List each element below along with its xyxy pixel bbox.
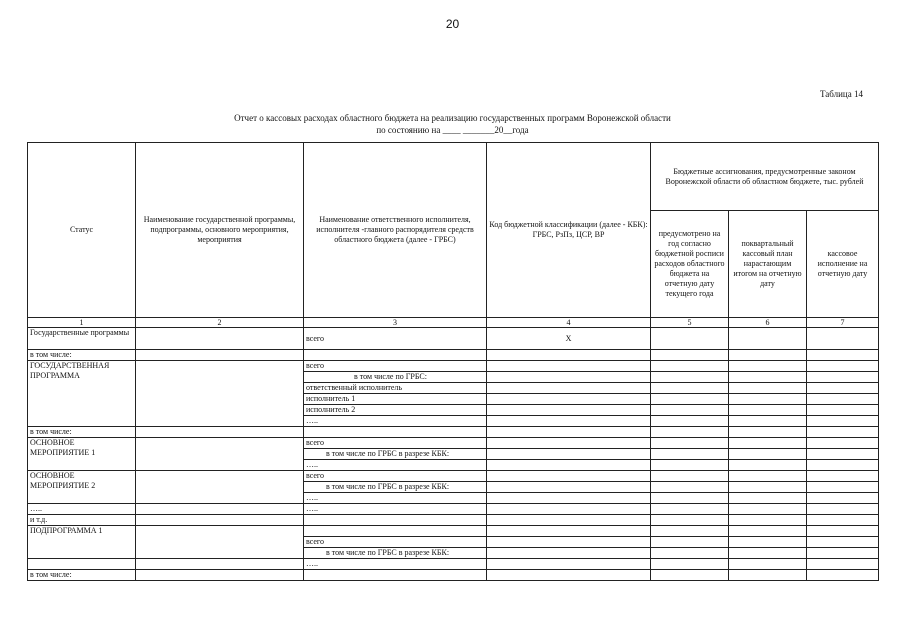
empty-cell: [807, 328, 879, 350]
empty-cell: [136, 361, 304, 427]
report-table: [27, 142, 879, 581]
table-row: [28, 350, 879, 361]
status-cell: …..: [28, 504, 136, 515]
col-number: 3: [304, 318, 487, 328]
executor-cell: …..: [304, 559, 487, 570]
header-executor: Наименование ответственного исполнителя, исполнителя -главного распорядителя средств областного бюджета (далее - ГРБС): [304, 143, 487, 318]
table-row: [28, 328, 879, 350]
title-line-1: Отчет о кассовых расходах областного бюджета на реализацию государственных программ Воронежской области: [234, 113, 671, 123]
col-number: 2: [136, 318, 304, 328]
status-cell: ОСНОВНОЕ МЕРОПРИЯТИЕ 1: [28, 438, 136, 471]
title-line-2: по состоянию на ____ _______20__года: [376, 125, 529, 135]
executor-cell: …..: [304, 460, 487, 471]
kbk-cell: Х: [487, 328, 651, 350]
table-row: [28, 526, 879, 537]
executor-cell: …..: [304, 493, 487, 504]
header-cash: кассовое исполнение на отчетную дату: [807, 211, 879, 318]
table-row: [28, 570, 879, 581]
executor-cell: в том числе по ГРБС в разрезе КБК:: [304, 548, 487, 559]
executor-cell: исполнитель 1: [304, 394, 487, 405]
report-title: [0, 112, 905, 136]
status-cell: ГОСУДАРСТВЕННАЯ ПРОГРАММА: [28, 361, 136, 427]
status-cell: Государственные программы: [28, 328, 136, 350]
page-number: 20: [445, 17, 460, 31]
status-cell: и т.д.: [28, 515, 136, 526]
empty-cell: [136, 526, 304, 559]
status-cell: ОСНОВНОЕ МЕРОПРИЯТИЕ 2: [28, 471, 136, 504]
header-allocations: Бюджетные ассигнования, предусмотренные законом Воронежской области об областном бюджете, тыс. рублей: [651, 143, 879, 211]
table-row: [28, 515, 879, 526]
col-number: 4: [487, 318, 651, 328]
status-cell: в том числе:: [28, 427, 136, 438]
empty-cell: [136, 471, 304, 504]
table-row: [28, 559, 879, 570]
executor-cell: исполнитель 2: [304, 405, 487, 416]
executor-cell: всего: [304, 328, 487, 350]
table-label: Таблица 14: [820, 89, 863, 99]
col-number: 5: [651, 318, 729, 328]
executor-cell: …..: [304, 416, 487, 427]
executor-cell: в том числе по ГРБС в разрезе КБК:: [304, 449, 487, 460]
header-quarterly: поквартальный кассовый план нарастающим итогом на отчетную дату: [729, 211, 807, 318]
header-program-name: Наименование государственной программы, подпрограммы, основного мероприятия, мероприятия: [136, 143, 304, 318]
executor-cell: …..: [304, 504, 487, 515]
col-number: 1: [28, 318, 136, 328]
status-cell: в том числе:: [28, 570, 136, 581]
empty-cell: [651, 328, 729, 350]
table-row: [28, 427, 879, 438]
column-numbers-row: [28, 318, 879, 328]
header-status: Статус: [28, 143, 136, 318]
executor-cell: в том числе по ГРБС:: [304, 372, 487, 383]
executor-cell: всего: [304, 361, 487, 372]
empty-cell: [729, 328, 807, 350]
table-row: [28, 471, 879, 482]
col-number: 6: [729, 318, 807, 328]
status-cell: ПОДПРОГРАММА 1: [28, 526, 136, 559]
empty-cell: [136, 328, 304, 350]
executor-cell: всего: [304, 438, 487, 449]
empty-cell: [136, 438, 304, 471]
executor-cell: ответственный исполнитель: [304, 383, 487, 394]
table-row: [28, 361, 879, 372]
table-row: [28, 504, 879, 515]
executor-cell: всего: [304, 537, 487, 548]
header-kbk: Код бюджетной классификации (далее - КБК): ГРБС, РзПз, ЦСР, ВР: [487, 143, 651, 318]
status-cell: [28, 559, 136, 570]
status-cell: в том числе:: [28, 350, 136, 361]
executor-cell: всего: [304, 471, 487, 482]
executor-cell: в том числе по ГРБС в разрезе КБК:: [304, 482, 487, 493]
table-row: [28, 438, 879, 449]
col-number: 7: [807, 318, 879, 328]
header-planned: предусмотрено на год согласно бюджетной росписи расходов областного бюджета на отчетную дату текущего года: [651, 211, 729, 318]
